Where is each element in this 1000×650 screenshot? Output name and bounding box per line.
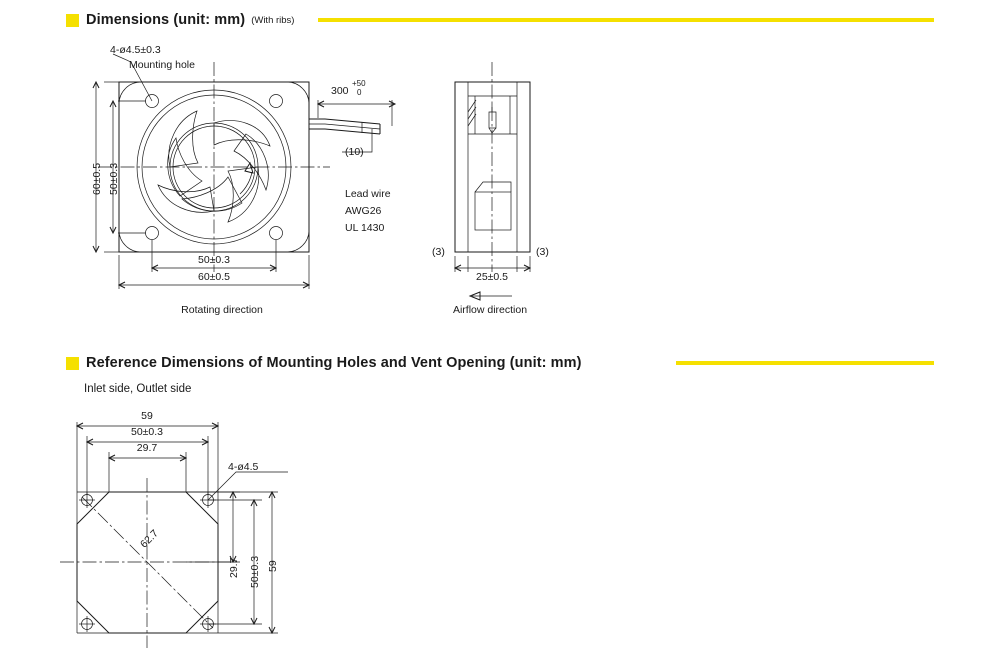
airflow-direction-label: Airflow direction bbox=[452, 304, 528, 316]
mounting-hole-callout-label: Mounting hole bbox=[129, 59, 195, 71]
lead-tolerance-lower: 0 bbox=[357, 88, 362, 97]
dim-top-59: 59 bbox=[141, 410, 153, 422]
section-rule-2 bbox=[676, 361, 934, 365]
dim-top-50: 50±0.3 bbox=[130, 426, 164, 438]
lead-wire-label: Lead wire bbox=[345, 188, 391, 200]
side-flange-left: (3) bbox=[432, 246, 445, 258]
lead-wire-standard: UL 1430 bbox=[345, 222, 385, 234]
section-subtitle: (With ribs) bbox=[251, 14, 295, 26]
section-title: Dimensions (unit: mm) bbox=[86, 12, 246, 28]
mounting-hole-callout-4-45: 4-ø4.5 bbox=[228, 461, 259, 473]
dim-top-297: 29.7 bbox=[136, 442, 158, 454]
lead-wire-gauge: AWG26 bbox=[345, 205, 382, 217]
dim-height-outer: 60±0.5 bbox=[91, 162, 103, 195]
lead-length-value: 300 bbox=[331, 85, 349, 97]
dim-depth: 25±0.5 bbox=[475, 271, 509, 283]
section-header-mounting bbox=[66, 354, 582, 372]
dim-right-50: 50±0.3 bbox=[249, 555, 261, 588]
section-title-2: Reference Dimensions of Mounting Holes and Vent Opening (unit: mm) bbox=[86, 355, 582, 371]
dim-right-297: 29.7 bbox=[228, 557, 240, 578]
lead-tolerance-upper: +50 bbox=[352, 79, 366, 88]
dim-width-inner: 50±0.3 bbox=[197, 254, 231, 266]
dim-right-59: 59 bbox=[267, 560, 279, 572]
mounting-hole-callout-dia: 4-ø4.5±0.3 bbox=[110, 44, 161, 56]
side-flange-right: (3) bbox=[536, 246, 549, 258]
dim-height-inner: 50±0.3 bbox=[108, 162, 120, 195]
dim-width-outer: 60±0.5 bbox=[197, 271, 231, 283]
rotating-direction-label: Rotating direction bbox=[181, 304, 263, 316]
accent-square-icon-2 bbox=[66, 357, 79, 370]
dim-diagonal-627: 62.7 bbox=[138, 527, 161, 551]
lead-strip-length: (10) bbox=[345, 146, 364, 158]
inlet-outlet-side-label: Inlet side, Outlet side bbox=[84, 383, 192, 395]
